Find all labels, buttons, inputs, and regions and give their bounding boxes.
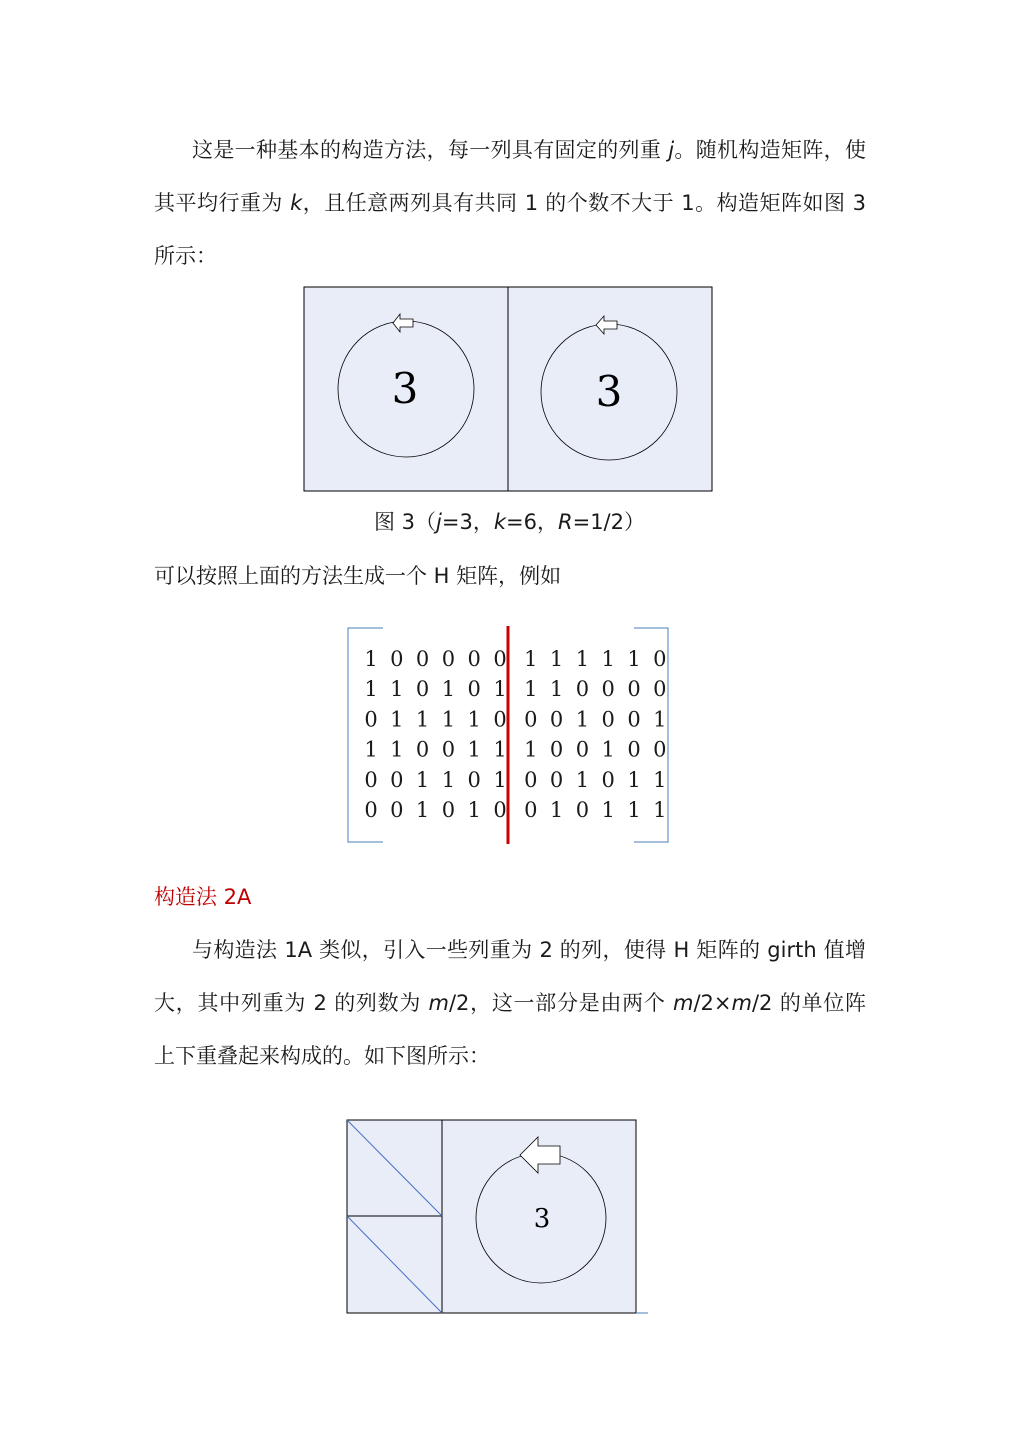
- matrix-cell: 1: [364, 677, 378, 702]
- matrix-cell: 0: [467, 677, 481, 702]
- matrix-cell: 1: [390, 677, 404, 702]
- matrix-cell: 1: [493, 737, 507, 762]
- matrix-cell: 0: [575, 737, 590, 762]
- matrix-cell: 0: [601, 767, 615, 792]
- matrix-cell: 0: [467, 767, 481, 792]
- matrix-cell: 0: [364, 767, 378, 792]
- matrix-cell: 0: [653, 677, 667, 702]
- matrix-cell: 1: [524, 677, 538, 702]
- figure-3-caption: 图 3（j=3，k=6，R=1/2）: [374, 510, 645, 534]
- matrix-cell: 1: [467, 707, 481, 732]
- matrix-cell: 1: [601, 737, 615, 762]
- matrix-cell: 1: [575, 647, 590, 671]
- matrix-cell: 0: [390, 798, 404, 822]
- figure-3: [303, 286, 715, 494]
- construction-2a-paragraph: 与构造法 1A 类似，引入一些列重为 2 的列，使得 H 矩阵的 girth 值增大，其中列重为 2 的列数为 m/2，这一部分是由两个 m/2×m/2 的单位阵上下重叠起来构成的。如下图所示：: [154, 938, 866, 1068]
- matrix-cell: 0: [601, 677, 615, 702]
- section-heading: 构造法 2A: [154, 885, 252, 909]
- matrix-cell: 1: [549, 798, 564, 822]
- matrix-cell: 0: [364, 798, 378, 822]
- matrix-cell: 1: [390, 737, 404, 762]
- matrix-cell: 1: [627, 647, 641, 671]
- matrix-cell: 1: [364, 737, 378, 762]
- figure-2a: [346, 1119, 652, 1317]
- matrix-cell: 0: [390, 647, 404, 671]
- matrix-cell: 1: [467, 798, 481, 822]
- matrix-cell: 0: [524, 707, 538, 732]
- matrix-cell: 0: [467, 647, 481, 671]
- matrix-cell: 1: [415, 767, 430, 792]
- matrix-cell: 1: [415, 798, 430, 822]
- matrix-cell: 0: [549, 767, 564, 792]
- h-matrix: [346, 626, 672, 846]
- matrix-cell: 0: [441, 737, 456, 762]
- matrix-cell: 0: [627, 737, 641, 762]
- matrix-cell: 1: [549, 677, 564, 702]
- matrix-cell: 1: [575, 707, 590, 732]
- matrix-cell: 1: [441, 707, 456, 732]
- matrix-cell: 1: [493, 677, 507, 702]
- left-label: 3: [391, 364, 419, 413]
- matrix-cell: 0: [364, 707, 378, 732]
- matrix-cell: 1: [441, 767, 456, 792]
- matrix-cell: 1: [627, 767, 641, 792]
- matrix-cell: 0: [627, 677, 641, 702]
- matrix-cell: 1: [364, 647, 378, 671]
- matrix-cell: 0: [415, 737, 430, 762]
- matrix-cell: 0: [575, 798, 590, 822]
- matrix-cell: 0: [415, 677, 430, 702]
- matrix-cell: 1: [524, 647, 538, 671]
- intro-paragraph: 这是一种基本的构造方法，每一列具有固定的列重 j。随机构造矩阵，使其平均行重为 k，且任意两列具有共同 1 的个数不大于 1。构造矩阵如图 3 所示：: [154, 138, 866, 268]
- matrix-cell: 1: [627, 798, 641, 822]
- matrix-cell: 0: [415, 647, 430, 671]
- matrix-cell: 0: [653, 737, 667, 762]
- matrix-cell: 0: [575, 677, 590, 702]
- matrix-cell: 1: [467, 737, 481, 762]
- matrix-cell: 1: [441, 677, 456, 702]
- matrix-cell: 1: [390, 707, 404, 732]
- matrix-cell: 0: [627, 707, 641, 732]
- matrix-cell: 0: [493, 798, 507, 822]
- example-line: 可以按照上面的方法生成一个 H 矩阵，例如: [154, 564, 562, 588]
- matrix-cell: 1: [653, 707, 667, 732]
- matrix-cell: 0: [390, 767, 404, 792]
- matrix-cell: 0: [549, 707, 564, 732]
- matrix-cell: 1: [653, 798, 667, 822]
- matrix-cell: 0: [524, 767, 538, 792]
- matrix-cell: 0: [601, 707, 615, 732]
- matrix-cell: 0: [441, 798, 456, 822]
- matrix-cell: 1: [653, 767, 667, 792]
- circulant-label: 3: [533, 1204, 551, 1234]
- matrix-cell: 1: [601, 798, 615, 822]
- matrix-cell: 1: [415, 707, 430, 732]
- matrix-cell: 0: [549, 737, 564, 762]
- matrix-cell: 0: [493, 707, 507, 732]
- matrix-cell: 1: [524, 737, 538, 762]
- matrix-cell: 1: [549, 647, 564, 671]
- matrix-cell: 0: [441, 647, 456, 671]
- matrix-cell: 1: [493, 767, 507, 792]
- matrix-cell: 0: [524, 798, 538, 822]
- matrix-cell: 1: [575, 767, 590, 792]
- right-label: 3: [595, 367, 623, 416]
- matrix-cell: 1: [601, 647, 615, 671]
- matrix-cell: 0: [493, 647, 507, 671]
- matrix-cell: 0: [653, 647, 667, 671]
